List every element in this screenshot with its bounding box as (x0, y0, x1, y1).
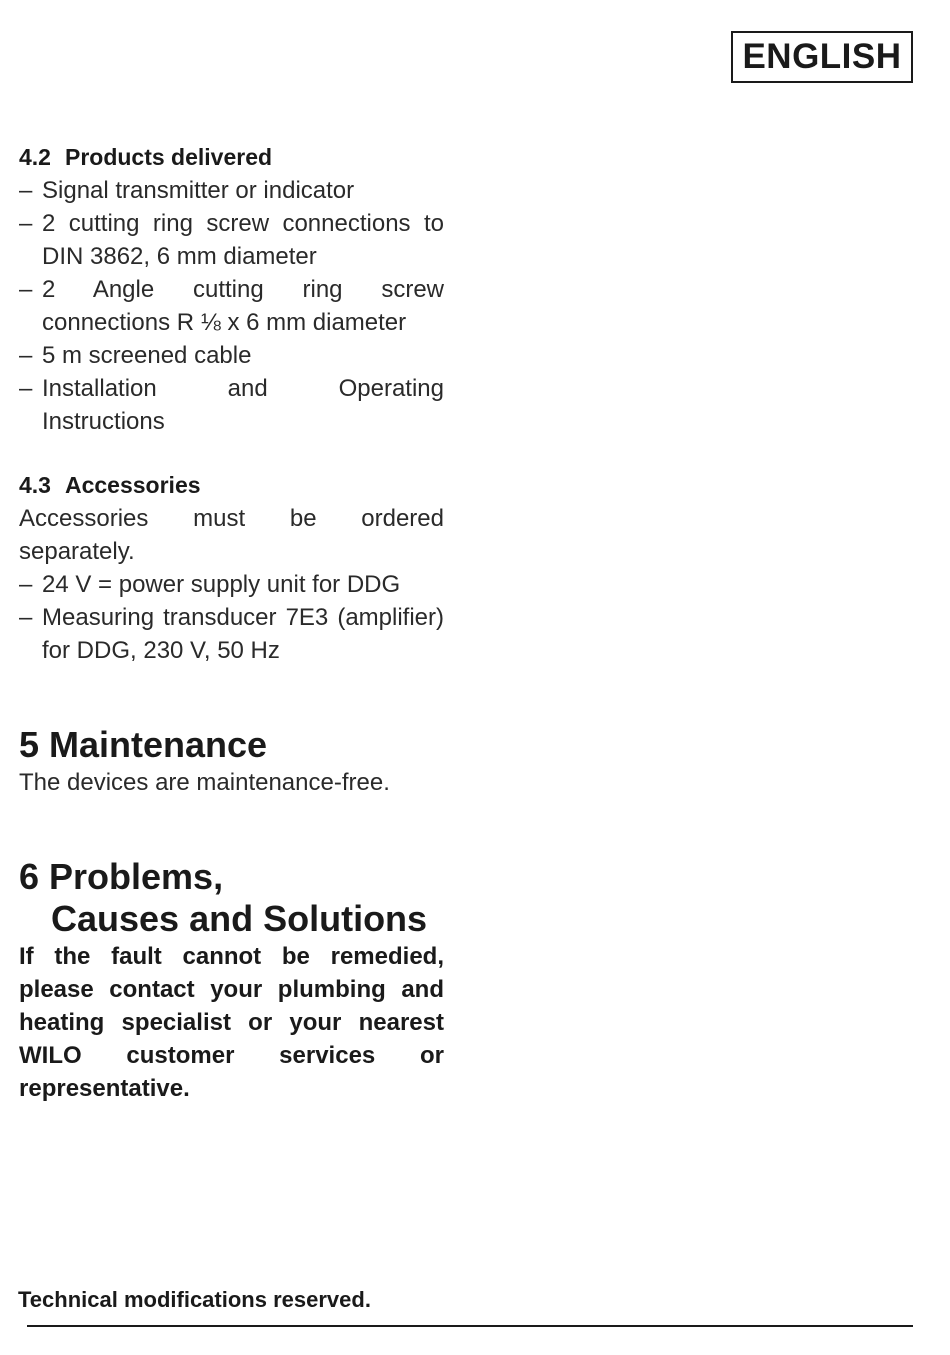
list-item (19, 207, 444, 273)
list-item-text: 2 Angle cutting ring screw connections R ⅛ x 6 mm diameter (42, 276, 444, 336)
language-badge (731, 31, 913, 83)
list-item (19, 273, 444, 339)
list-item-text: Installation and Operating Instructions (42, 375, 444, 435)
list-item-text: 24 V = power supply unit for DDG (42, 571, 401, 598)
accessories-list (19, 568, 444, 667)
list-item-text: 2 cutting ring screw connections to DIN 3862, 6 mm diameter (42, 210, 444, 270)
footer-note: Technical modifications reserved. (18, 1287, 371, 1312)
dash-marker: – (19, 276, 33, 303)
list-item (19, 601, 444, 667)
section-4-3-number: 4.3 (19, 472, 51, 498)
list-item (19, 339, 444, 372)
problems-heading-line2: Causes and Solutions (51, 898, 428, 939)
section-4-3-heading (19, 469, 444, 502)
content-column (19, 141, 444, 1105)
dash-marker: – (19, 177, 33, 204)
products-delivered-list (19, 174, 444, 438)
problems-heading-line1: 6 Problems, (19, 856, 224, 897)
dash-marker: – (19, 210, 33, 237)
dash-marker: – (19, 604, 33, 631)
accessories-intro: Accessories must be ordered separately. (19, 505, 444, 565)
dash-marker: – (19, 571, 33, 598)
maintenance-text: The devices are maintenance-free. (19, 769, 390, 796)
maintenance-heading: 5 Maintenance (19, 724, 268, 765)
fault-contact-text: If the fault cannot be remedied, please contact your plumbing and heating specialist or your nearest WILO customer services or representative. (19, 943, 444, 1102)
footer-divider (27, 1325, 913, 1327)
list-item (19, 372, 444, 438)
list-item-text: Signal transmitter or indicator (42, 177, 355, 204)
section-4-2-number: 4.2 (19, 144, 51, 170)
list-item (19, 568, 444, 601)
list-item-text: 5 m screened cable (42, 342, 252, 369)
section-4-2-title: Products delivered (64, 144, 273, 170)
section-4-2-heading (19, 141, 444, 174)
dash-marker: – (19, 375, 33, 402)
dash-marker: – (19, 342, 33, 369)
list-item-text: Measuring transducer 7E3 (amplifier) for DDG, 230 V, 50 Hz (42, 604, 444, 664)
section-4-3-title: Accessories (64, 472, 201, 498)
problems-heading (19, 856, 444, 940)
list-item (19, 174, 444, 207)
language-label: ENGLISH (742, 37, 902, 76)
